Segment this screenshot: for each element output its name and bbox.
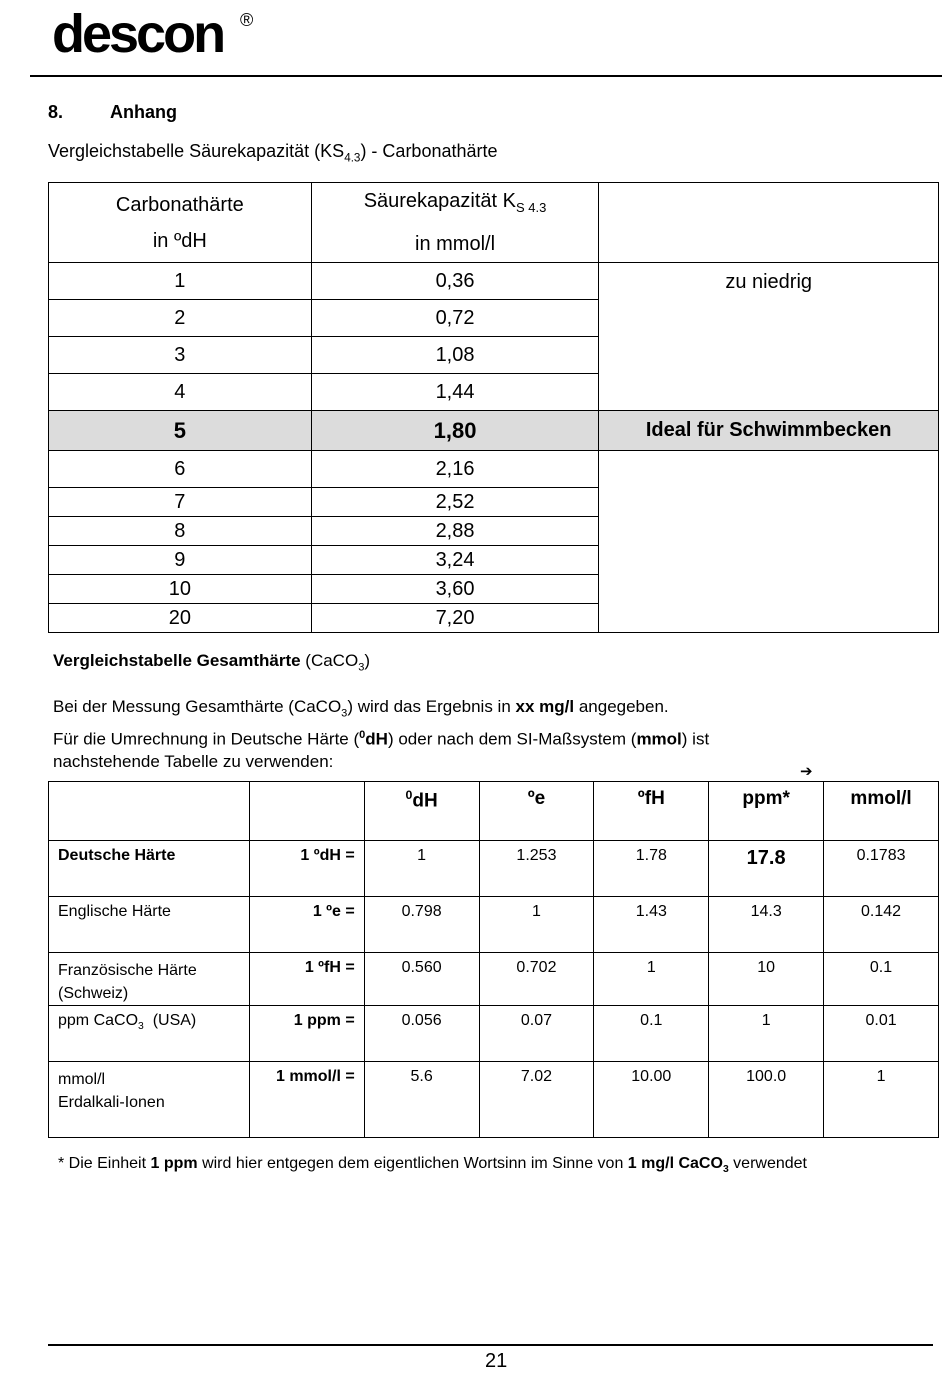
para-text: ) oder nach dem SI-Maßsystem ( — [387, 730, 637, 750]
table-cell: 0.056 — [364, 1006, 479, 1062]
table-cell-mmol: 0,72 — [311, 300, 599, 337]
table-cell-dh: 1 — [49, 263, 312, 300]
table-cell-mmol-highlight: 1,80 — [311, 411, 599, 451]
table2-heading — [53, 651, 370, 673]
para-text: ) wird das Ergebnis in — [347, 697, 516, 716]
para-bold: dH — [365, 730, 388, 750]
heading-text: (CaCO — [300, 651, 359, 670]
row-unit: 1 ppm = — [249, 1006, 364, 1062]
table-cell-dh: 4 — [49, 374, 312, 411]
header-mmol: mmol/l — [824, 782, 939, 841]
row-label: Englische Härte — [49, 897, 250, 953]
page-number: 21 — [485, 1350, 508, 1372]
header-empty — [599, 183, 939, 263]
heading-bold: Vergleichstabelle Gesamthärte — [53, 651, 301, 670]
table-cell-mmol: 1,08 — [311, 337, 599, 374]
blank-cell — [599, 451, 939, 633]
para-text: ) ist — [681, 730, 710, 750]
row-unit: 1 ºe = — [249, 897, 364, 953]
table-cell-dh: 3 — [49, 337, 312, 374]
table-cell-dh: 9 — [49, 546, 312, 575]
heading-end: ) — [364, 651, 371, 670]
table-cell: 0.01 — [824, 1006, 939, 1062]
label-text: ppm CaCO — [58, 1012, 139, 1029]
header-empty-unit — [249, 782, 364, 841]
section-title: Anhang — [110, 102, 177, 122]
header-text: Säurekapazität K — [363, 190, 517, 212]
table-cell: 0.702 — [479, 953, 594, 1006]
row-label: Deutsche Härte — [49, 841, 250, 897]
row-unit: 1 mmol/l = — [249, 1062, 364, 1138]
table-cell: 10 — [709, 953, 824, 1006]
table-cell: 0.1 — [594, 1006, 709, 1062]
caption-text-end: ) - Carbonathärte — [360, 141, 498, 161]
total-hardness-table — [48, 781, 939, 1138]
caption-text: Vergleichstabelle Säurekapazität (KS — [48, 141, 345, 161]
row-label — [49, 1062, 250, 1138]
table-cell: 1 — [594, 953, 709, 1006]
note-ideal: Ideal für Schwimmbecken — [599, 411, 939, 451]
table-cell: 0.1783 — [824, 841, 939, 897]
table-cell-mmol: 2,16 — [311, 451, 599, 488]
para-text: Für die Umrechnung in Deutsche Härte ( — [53, 730, 360, 750]
para-text: Bei der Messung Gesamthärte (CaCO — [53, 697, 342, 716]
header-unit: in mmol/l — [415, 233, 496, 255]
arrow-icon: ➔ — [800, 763, 813, 780]
table-cell: 1.43 — [594, 897, 709, 953]
table-cell-dh: 8 — [49, 517, 312, 546]
label-line: Französische Härte — [58, 962, 197, 979]
footnote-text: wird hier entgegen dem eigentlichen Wortsinn im Sinne von — [197, 1155, 628, 1172]
table-cell: 0.1 — [824, 953, 939, 1006]
registered-mark: ® — [240, 10, 254, 30]
table-cell: 0.560 — [364, 953, 479, 1006]
footnote-sub: 3 — [722, 1164, 729, 1176]
table-cell: 1 — [479, 897, 594, 953]
para-text: angegeben. — [574, 697, 669, 716]
footer-rule — [48, 1344, 933, 1346]
table-cell-dh: 2 — [49, 300, 312, 337]
heading-sub: 3 — [358, 661, 365, 674]
header-sub: S 4.3 — [516, 200, 547, 215]
header-sup: 0 — [405, 788, 413, 802]
label-text: (USA) — [143, 1012, 197, 1029]
table-cell-mmol: 0,36 — [311, 263, 599, 300]
para-sup: 0 — [359, 729, 366, 742]
header-rule — [30, 75, 942, 77]
table-cell: 1 — [824, 1062, 939, 1138]
header-unit: in ºdH — [152, 229, 207, 252]
table-cell-mmol: 7,20 — [311, 604, 599, 633]
header-fh: ºfH — [594, 782, 709, 841]
table-cell-dh: 20 — [49, 604, 312, 633]
table-cell: 0.798 — [364, 897, 479, 953]
para-bold: mmol — [636, 730, 682, 750]
table-cell-dh: 7 — [49, 488, 312, 517]
table-cell: 100.0 — [709, 1062, 824, 1138]
table-cell-highlight: 17.8 — [709, 841, 824, 897]
table-cell-dh: 10 — [49, 575, 312, 604]
table-cell: 1 — [364, 841, 479, 897]
para-sub: 3 — [341, 707, 348, 720]
table1-caption — [48, 141, 498, 165]
table-cell-mmol: 2,52 — [311, 488, 599, 517]
table-cell: 0.142 — [824, 897, 939, 953]
footnote — [58, 1155, 807, 1175]
carbonate-hardness-table — [48, 182, 939, 633]
row-unit: 1 ºdH = — [249, 841, 364, 897]
header-ppm: ppm* — [709, 782, 824, 841]
footnote-text: * Die Einheit — [58, 1155, 151, 1172]
header-carbonathaerte — [49, 183, 312, 263]
footnote-bold: 1 ppm — [150, 1155, 198, 1172]
table-cell: 14.3 — [709, 897, 824, 953]
table-cell-mmol: 3,24 — [311, 546, 599, 575]
table-cell: 1 — [709, 1006, 824, 1062]
table-cell: 10.00 — [594, 1062, 709, 1138]
table-cell-dh: 6 — [49, 451, 312, 488]
table-cell-mmol: 1,44 — [311, 374, 599, 411]
header-dh — [364, 782, 479, 841]
label-line: Erdalkali-Ionen — [58, 1094, 165, 1111]
header-text: Carbonathärte — [115, 193, 244, 216]
row-unit: 1 ºfH = — [249, 953, 364, 1006]
footnote-bold: 1 mg/l CaCO — [627, 1155, 723, 1172]
table-cell: 0.07 — [479, 1006, 594, 1062]
table-cell-mmol: 3,60 — [311, 575, 599, 604]
para-bold: xx mg/l — [515, 697, 575, 716]
table-cell: 7.02 — [479, 1062, 594, 1138]
para-text: nachstehende Tabelle zu verwenden: — [53, 752, 334, 772]
label-sub: 3 — [138, 1021, 144, 1033]
label-line: (Schweiz) — [58, 985, 129, 1002]
footnote-text: verwendet — [728, 1155, 807, 1172]
note-too-low: zu niedrig — [599, 263, 939, 411]
header-empty-label — [49, 782, 250, 841]
section-number: 8. — [48, 102, 64, 122]
table-cell-mmol: 2,88 — [311, 517, 599, 546]
label-line: mmol/l — [58, 1071, 106, 1088]
row-label — [49, 953, 250, 1006]
caption-sub: 4.3 — [344, 151, 361, 165]
descon-logo: descon — [52, 4, 224, 64]
table-cell-dh-highlight: 5 — [49, 411, 312, 451]
table-cell: 5.6 — [364, 1062, 479, 1138]
table-cell: 1.253 — [479, 841, 594, 897]
header-saeurekapazitaet — [311, 183, 599, 263]
row-label — [49, 1006, 250, 1062]
table-cell: 1.78 — [594, 841, 709, 897]
header-e: ºe — [479, 782, 594, 841]
header-text: dH — [412, 790, 438, 812]
